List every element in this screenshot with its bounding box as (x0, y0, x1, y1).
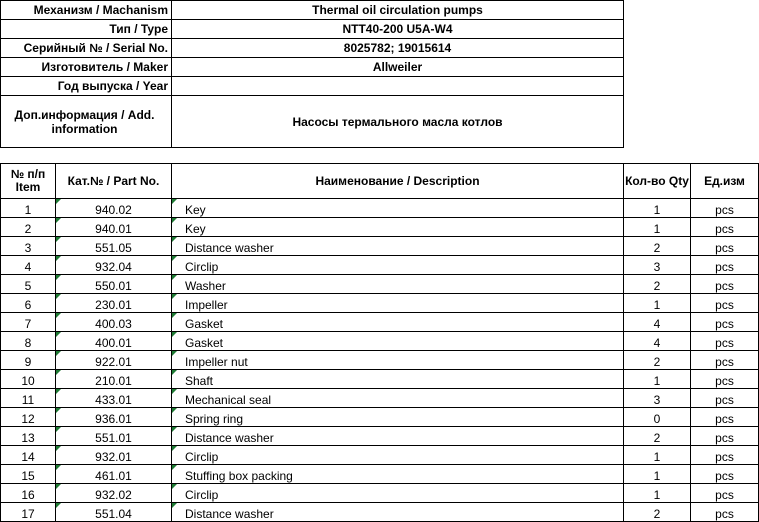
info-row (1, 58, 624, 77)
description-cell[interactable]: Circlip (172, 484, 624, 503)
unit-cell[interactable]: pcs (691, 465, 759, 484)
qty-cell[interactable]: 1 (624, 294, 691, 313)
table-row (1, 275, 759, 294)
equipment-info-table (0, 0, 624, 148)
item-cell[interactable]: 14 (1, 446, 56, 465)
qty-cell[interactable]: 1 (624, 370, 691, 389)
qty-cell[interactable]: 2 (624, 503, 691, 522)
item-cell[interactable]: 2 (1, 218, 56, 237)
info-row (1, 96, 624, 148)
item-cell[interactable]: 15 (1, 465, 56, 484)
description-cell[interactable]: Distance washer (172, 237, 624, 256)
part-no-cell[interactable]: 551.01 (56, 427, 172, 446)
part-no-cell[interactable]: 400.01 (56, 332, 172, 351)
unit-cell[interactable]: pcs (691, 503, 759, 522)
description-cell[interactable]: Key (172, 199, 624, 218)
qty-cell[interactable]: 4 (624, 313, 691, 332)
unit-cell[interactable]: pcs (691, 427, 759, 446)
unit-cell[interactable]: pcs (691, 370, 759, 389)
header-item[interactable]: № п/п Item (1, 164, 56, 199)
unit-cell[interactable]: pcs (691, 446, 759, 465)
header-qty[interactable]: Кол-во Qty (624, 164, 691, 199)
unit-cell[interactable]: pcs (691, 294, 759, 313)
description-cell[interactable]: Washer (172, 275, 624, 294)
part-no-cell[interactable]: 551.04 (56, 503, 172, 522)
part-no-cell[interactable]: 400.03 (56, 313, 172, 332)
table-row (1, 465, 759, 484)
parts-header-row (1, 164, 759, 199)
info-value[interactable]: Allweiler (172, 58, 624, 77)
item-cell[interactable]: 4 (1, 256, 56, 275)
unit-cell[interactable]: pcs (691, 484, 759, 503)
description-cell[interactable]: Circlip (172, 446, 624, 465)
info-label[interactable]: Тип / Type (1, 20, 172, 39)
description-cell[interactable]: Mechanical seal (172, 389, 624, 408)
unit-cell[interactable]: pcs (691, 237, 759, 256)
description-cell[interactable]: Distance washer (172, 503, 624, 522)
table-row (1, 427, 759, 446)
info-label[interactable]: Серийный № / Serial No. (1, 39, 172, 58)
item-cell[interactable]: 7 (1, 313, 56, 332)
table-row (1, 503, 759, 522)
parts-list-table (0, 163, 759, 522)
description-cell[interactable]: Circlip (172, 256, 624, 275)
info-value[interactable] (172, 77, 624, 96)
unit-cell[interactable]: pcs (691, 256, 759, 275)
table-row (1, 484, 759, 503)
qty-cell[interactable]: 1 (624, 484, 691, 503)
qty-cell[interactable]: 2 (624, 351, 691, 370)
info-label[interactable]: Изготовитель / Maker (1, 58, 172, 77)
table-row (1, 370, 759, 389)
table-row (1, 218, 759, 237)
info-row (1, 77, 624, 96)
info-value[interactable]: Насосы термального масла котлов (172, 96, 624, 148)
item-cell[interactable]: 16 (1, 484, 56, 503)
table-row (1, 294, 759, 313)
table-row (1, 351, 759, 370)
item-cell[interactable]: 8 (1, 332, 56, 351)
unit-cell[interactable]: pcs (691, 313, 759, 332)
header-description[interactable]: Наименование / Description (172, 164, 624, 199)
info-value[interactable]: NTT40-200 U5A-W4 (172, 20, 624, 39)
table-row (1, 408, 759, 427)
unit-cell[interactable]: pcs (691, 218, 759, 237)
qty-cell[interactable]: 0 (624, 408, 691, 427)
item-cell[interactable]: 3 (1, 237, 56, 256)
info-label[interactable]: Год выпуска / Year (1, 77, 172, 96)
header-part-no[interactable]: Кат.№ / Part No. (56, 164, 172, 199)
info-value[interactable]: 8025782; 19015614 (172, 39, 624, 58)
part-no-cell[interactable]: 940.01 (56, 218, 172, 237)
qty-cell[interactable]: 1 (624, 465, 691, 484)
item-cell[interactable]: 17 (1, 503, 56, 522)
unit-cell[interactable]: pcs (691, 275, 759, 294)
part-no-cell[interactable]: 230.01 (56, 294, 172, 313)
table-row (1, 446, 759, 465)
part-no-cell[interactable]: 551.05 (56, 237, 172, 256)
item-cell[interactable]: 13 (1, 427, 56, 446)
qty-cell[interactable]: 2 (624, 427, 691, 446)
item-cell[interactable]: 5 (1, 275, 56, 294)
part-no-cell[interactable]: 932.04 (56, 256, 172, 275)
part-no-cell[interactable]: 940.02 (56, 199, 172, 218)
item-cell[interactable]: 11 (1, 389, 56, 408)
info-label[interactable]: Механизм / Machanism (1, 1, 172, 20)
part-no-cell[interactable]: 922.01 (56, 351, 172, 370)
item-cell[interactable]: 10 (1, 370, 56, 389)
description-cell[interactable]: Impeller (172, 294, 624, 313)
qty-cell[interactable]: 1 (624, 446, 691, 465)
unit-cell[interactable]: pcs (691, 199, 759, 218)
qty-cell[interactable]: 2 (624, 275, 691, 294)
item-cell[interactable]: 9 (1, 351, 56, 370)
part-no-cell[interactable]: 433.01 (56, 389, 172, 408)
description-cell[interactable]: Gasket (172, 313, 624, 332)
table-row (1, 256, 759, 275)
part-no-cell[interactable]: 461.01 (56, 465, 172, 484)
description-cell[interactable]: Stuffing box packing (172, 465, 624, 484)
item-cell[interactable]: 12 (1, 408, 56, 427)
info-row (1, 20, 624, 39)
unit-cell[interactable]: pcs (691, 389, 759, 408)
info-row (1, 39, 624, 58)
table-row (1, 313, 759, 332)
unit-cell[interactable]: pcs (691, 351, 759, 370)
description-cell[interactable]: Gasket (172, 332, 624, 351)
unit-cell[interactable]: pcs (691, 408, 759, 427)
description-cell[interactable]: Distance washer (172, 427, 624, 446)
description-cell[interactable]: Impeller nut (172, 351, 624, 370)
description-cell[interactable]: Shaft (172, 370, 624, 389)
qty-cell[interactable]: 3 (624, 389, 691, 408)
part-no-cell[interactable]: 210.01 (56, 370, 172, 389)
table-row (1, 237, 759, 256)
table-row (1, 332, 759, 351)
unit-cell[interactable]: pcs (691, 332, 759, 351)
qty-cell[interactable]: 3 (624, 256, 691, 275)
part-no-cell[interactable]: 932.02 (56, 484, 172, 503)
part-no-cell[interactable]: 936.01 (56, 408, 172, 427)
description-cell[interactable]: Key (172, 218, 624, 237)
info-row (1, 1, 624, 20)
item-cell[interactable]: 6 (1, 294, 56, 313)
qty-cell[interactable]: 4 (624, 332, 691, 351)
info-value[interactable]: Thermal oil circulation pumps (172, 1, 624, 20)
item-cell[interactable]: 1 (1, 199, 56, 218)
qty-cell[interactable]: 2 (624, 237, 691, 256)
part-no-cell[interactable]: 550.01 (56, 275, 172, 294)
table-row (1, 389, 759, 408)
qty-cell[interactable]: 1 (624, 218, 691, 237)
part-no-cell[interactable]: 932.01 (56, 446, 172, 465)
header-unit[interactable]: Ед.изм (691, 164, 759, 199)
info-label[interactable]: Доп.информация / Add. information (1, 96, 172, 148)
qty-cell[interactable]: 1 (624, 199, 691, 218)
description-cell[interactable]: Spring ring (172, 408, 624, 427)
table-row (1, 199, 759, 218)
